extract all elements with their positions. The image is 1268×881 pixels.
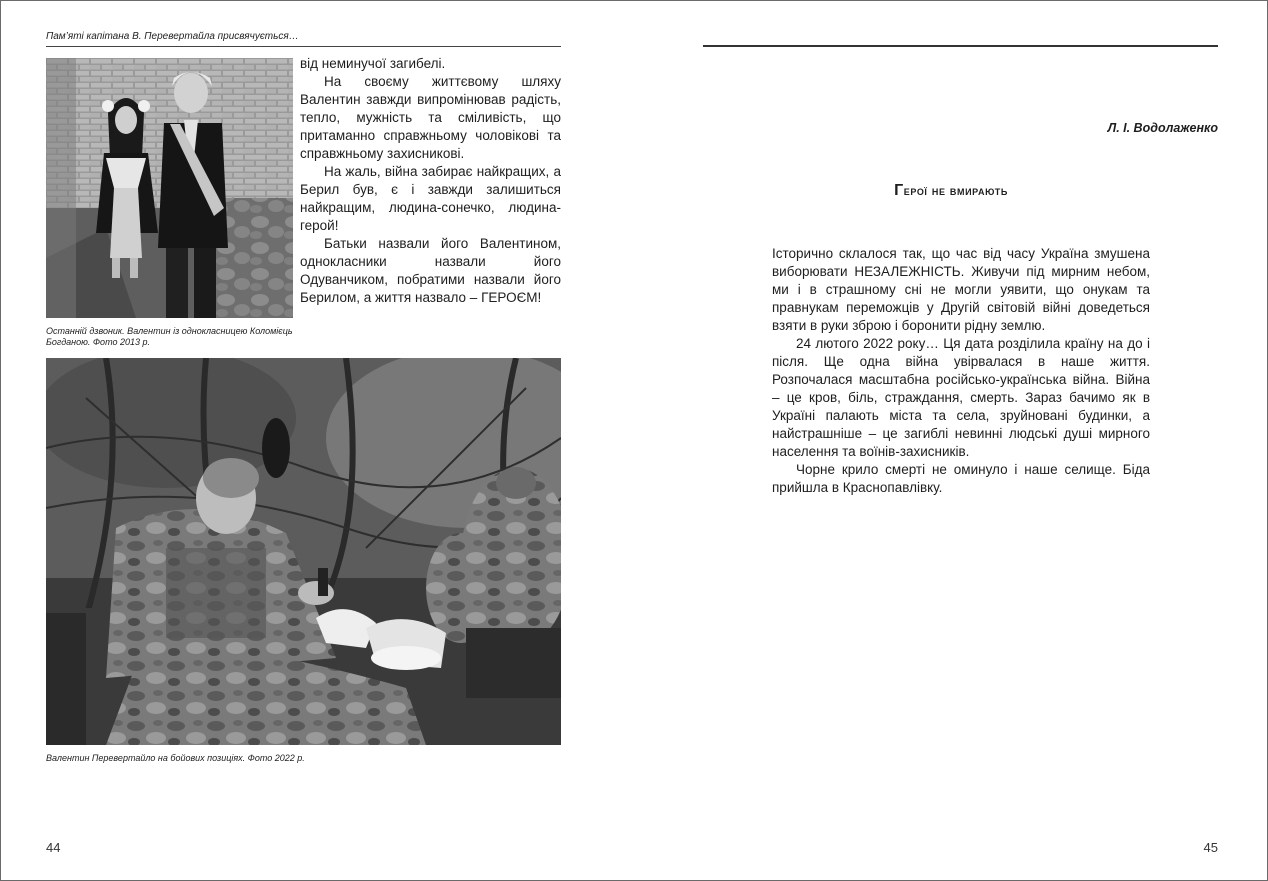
photo-caption: Останній дзвоник. Валентин із однокласницею Коломієць Богданою. Фото 2013 р. xyxy=(46,326,293,347)
paragraph: На жаль, війна забирає найкращих, а Берил був, є і завжди залишиться найкращим, людина-сонечко, людина-герой! xyxy=(300,164,561,233)
paragraph: Батьки назвали його Валентином, однокласники назвали його Одуванчиком, побратими назвали його Берилом, а життя назвало – ГЕРОЄМ! xyxy=(300,236,561,305)
running-head: Пам’яті капітана В. Перевертайла присвячується… xyxy=(46,31,299,42)
right-column-text xyxy=(772,245,1150,497)
paragraph: від неминучої загибелі. xyxy=(300,56,446,71)
header-rule xyxy=(703,45,1218,47)
right-page xyxy=(634,0,1268,881)
paragraph: Чорне крило смерті не оминуло і наше селище. Біда прийшла в Краснопавлівку. xyxy=(772,462,1150,495)
paragraph: Історично склалося так, що час від часу Україна змушена виборювати НЕЗАЛЕЖНІСТЬ. Живучи під мирним небом, ми і в страшному сні не могли уявити, що онукам та правнукам переможців у Другій світовій війні доведеться взяти в руки зброю і боронити рідну землю. xyxy=(772,246,1150,333)
photo-combat-position xyxy=(46,358,561,745)
title-initial: Г xyxy=(894,182,904,199)
photo-last-bell xyxy=(46,58,293,318)
page-number: 45 xyxy=(1203,840,1218,855)
author-name: Л. І. Водолаженко xyxy=(1107,121,1218,135)
photo-last-bell-image xyxy=(46,58,293,318)
header-rule xyxy=(46,46,561,47)
left-column-text xyxy=(300,55,561,307)
paragraph: На своєму життєвому шляху Валентин завжди випромінював радість, тепло, мужність та сміливість, що притаманно справжньому чоловікові та справжньому захисникові. xyxy=(300,74,561,161)
article-title xyxy=(694,182,1208,200)
photo-combat-position-image xyxy=(46,358,561,745)
title-text: ерої не вмирають xyxy=(903,183,1008,198)
page-number: 44 xyxy=(46,840,61,855)
photo-caption: Валентин Перевертайло на бойових позиціях. Фото 2022 р. xyxy=(46,753,305,763)
paragraph: 24 лютого 2022 року… Ця дата розділила країну на до і після. Ще одна війна увірвалася в наше життя. Розпочалася масштабна російсько-українська війна. Війна – це кров, біль, страждання, смерть. Зараз бачимо як в Україні палають міста та села, зруйновані будинки, а найстрашніше – це загиблі невинні людські душі мирного населення та воїнів-захисників. xyxy=(772,336,1150,459)
